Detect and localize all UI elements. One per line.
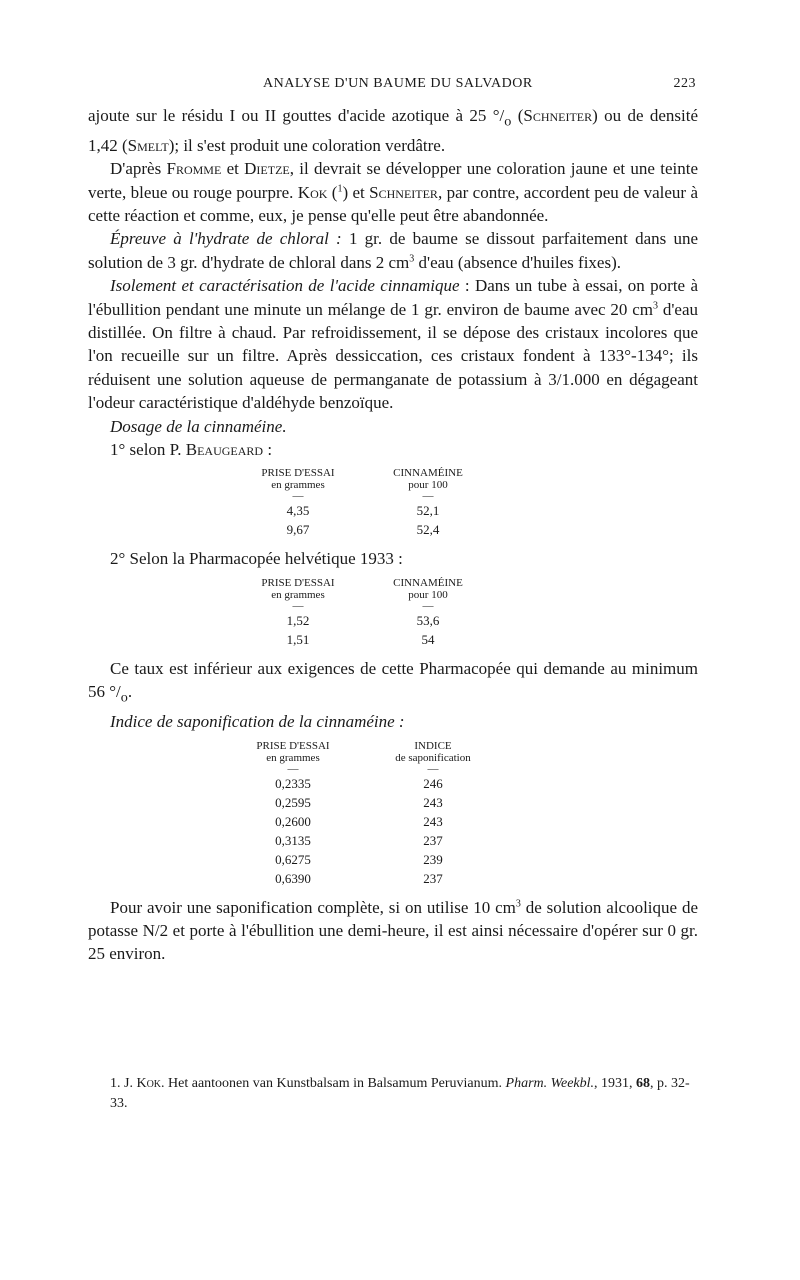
table-cell: 53,6 <box>416 612 440 628</box>
table-header: pour 100 <box>408 588 448 601</box>
table-dash: — <box>292 490 304 503</box>
paragraph: Épreuve à l'hydrate de chloral : 1 gr. de baume se dissout parfaitement dans une solution de 3 gr. d'hydrate de chloral dans 2 $cm^3$ d'eau (absence d'huiles fixes). <box>88 229 698 272</box>
table-dash: — <box>287 762 299 775</box>
table-cell: 9,67 <box>286 522 310 538</box>
table-header: pour 100 <box>408 479 448 492</box>
body-text <box>88 104 698 966</box>
paragraph: Pour avoir une saponification complète, si on utilise 10 $cm^3$ de solution alcoolique de potasse N/2 et porte à l'ébullition une demi-heure, il est ainsi nécessaire d'opérer sur 0 gr. 25 environ. <box>88 897 698 964</box>
table-cell: 0,2335 <box>275 775 311 791</box>
table-cell: 1,52 <box>286 612 310 628</box>
table-header: en grammes <box>271 588 325 601</box>
paragraph: ajoute sur le résidu I ou II gouttes d'acide azotique à 25 $^\circ/_o$ (Schneiter) ou de densité 1,42 (Smelt); il s'est produit une coloration verdâtre. <box>88 106 698 155</box>
table-cell: 243 <box>423 813 443 829</box>
table-header: en grammes <box>266 751 320 764</box>
table-header: CINNAMÉINE <box>393 576 463 589</box>
table-cell: 4,35 <box>286 503 310 519</box>
running-title: ANALYSE D'UN BAUME DU SALVADOR <box>263 76 533 91</box>
section-heading: Indice de saponification de la cinnaméine : <box>110 712 405 732</box>
table-dash: — <box>427 762 439 775</box>
table-cell: 1,51 <box>286 631 310 647</box>
table-cell: 237 <box>423 832 443 848</box>
table-cell: 243 <box>423 794 443 810</box>
table-cell: 237 <box>423 870 443 886</box>
table-helvetique <box>238 577 698 649</box>
table-cell: 246 <box>423 775 443 791</box>
table-header: CINNAMÉINE <box>393 467 463 480</box>
paragraph: D'après Fromme et Dietze, il devrait se développer une coloration jaune et une teinte verte, bleue ou rouge pourpre. Kok ($^1$) et Schneiter, par contre, accordent peu de valeur à cette réaction et comme, eux, je pense qu'elle peut être abandonnée. <box>88 159 698 226</box>
table-header: PRISE D'ESSAI <box>261 576 335 589</box>
table-cell: 0,3135 <box>275 832 311 848</box>
table-cell: 0,6275 <box>275 851 311 867</box>
table-header: PRISE D'ESSAI <box>256 739 330 752</box>
table-cell: 54 <box>421 631 435 647</box>
paragraph: 2° Selon la Pharmacopée helvétique 1933 : <box>110 549 403 569</box>
table-cell: 239 <box>423 851 443 867</box>
paragraph: Isolement et caractérisation de l'acide cinnamique : Dans un tube à essai, on porte à l'ébullition pendant une minute un mélange de 1 gr. environ de baume avec 20 $cm^3$ d'eau distillée. On filtre à chaud. Par refroidissement, il se dépose des cristaux incolores que l'on recueille sur un filtre. Après dessiccation, ces cristaux fondent à 133°-134°; ils réduisent une solution aqueuse de permanganate de potassium à 3/1.000 en dégageant l'odeur caractéristique d'aldéhyde benzoïque. <box>88 276 698 413</box>
table-cell: 52,1 <box>416 503 440 519</box>
paragraph: Ce taux est inférieur aux exigences de cette Pharmacopée qui demande au minimum 56 $^\circ/_o$. <box>88 658 698 706</box>
table-header: de saponification <box>395 751 471 764</box>
table-header: INDICE <box>414 739 452 752</box>
table-dash: — <box>422 599 434 612</box>
table-dash: — <box>422 490 434 503</box>
table-cell: 52,4 <box>416 522 440 538</box>
section-heading: Dosage de la cinnaméine. <box>110 416 287 436</box>
table-cell: 0,2600 <box>275 813 311 829</box>
table-cell: 0,2595 <box>275 794 311 810</box>
table-header: en grammes <box>271 479 325 492</box>
table-cell: 0,6390 <box>275 870 311 886</box>
paragraph: 1° selon P. Beaugeard : <box>110 440 273 460</box>
page-number: 223 <box>673 76 696 91</box>
table-header: PRISE D'ESSAI <box>261 467 335 480</box>
table-saponification <box>228 740 698 888</box>
table-dash: — <box>292 599 304 612</box>
table-beaugeard <box>238 467 698 539</box>
footnote: 1. J. Kok. Het aantoonen van Kunstbalsam in Balsamum Peruvianum. Pharm. Weekbl., 1931, 68, p. 32-33. <box>110 1076 690 1111</box>
